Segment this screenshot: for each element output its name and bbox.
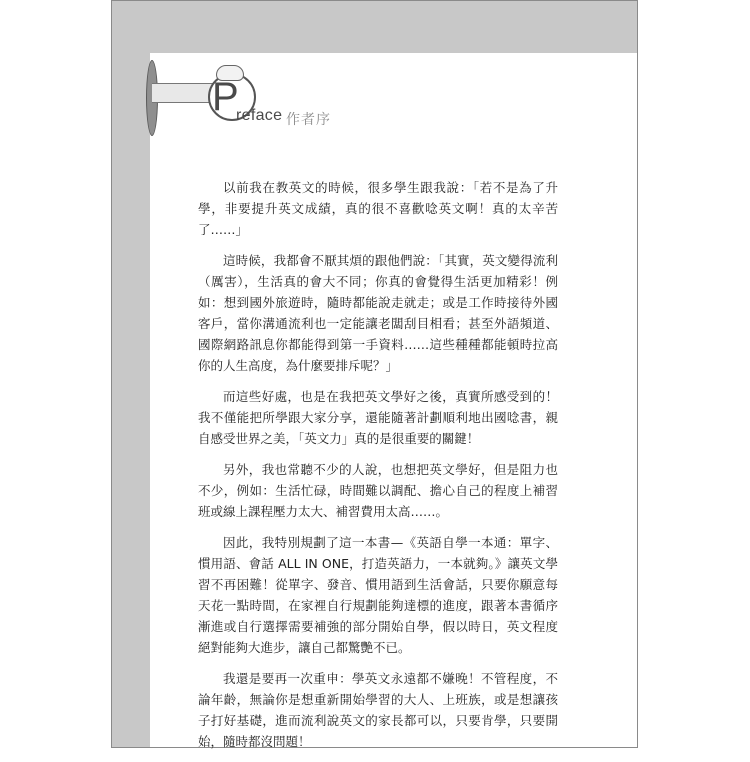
logo-initial: P [212, 75, 239, 119]
book-page [111, 0, 638, 748]
paragraph: 以前我在教英文的時候，很多學生跟我說：「若不是為了升學，非要提升英文成績，真的很不喜歡唸英文啊！真的太辛苦了……」 [198, 180, 558, 237]
paragraph: 這時候，我都會不厭其煩的跟他們說：「其實，英文變得流利（厲害），生活真的會大不同；你真的會覺得生活更加精彩！例如：想到國外旅遊時，隨時都能說走就走；或是工作時接待外國客戶，當你溝通流利也一定能讓老闆刮目相看；甚至外語頻道、國際網路訊息你都能得到第一手資料……這些種種都能頓時拉高你的人生高度，為什麼要排斥呢？」 [198, 253, 558, 373]
logo-word: reface [236, 107, 283, 124]
page-top-band [112, 1, 637, 53]
preface-body [198, 177, 558, 762]
page-subtitle: 作者序 [286, 112, 331, 128]
preface-header [112, 53, 637, 163]
paragraph: 因此，我特別規劃了這一本書—《英語自學一本通：單字、慣用語、會話 ALL IN ONE，打造英語力，一本就夠。》讓英文學習不再困難！從單字、發音、慣用語到生活會話，只要你願意每天花一點時間，在家裡自行規劃能夠達標的進度，跟著本書循序漸進或自行選擇需要補強的部分開始自學，假以時日，英文程度絕對能夠大進步，讓自己都驚艷不已。 [198, 535, 558, 655]
paragraph: 我還是要再一次重申：學英文永遠都不嫌晚！不管程度，不論年齡，無論你是想重新開始學習的大人、上班族，或是想讓孩子打好基礎，進而流利說英文的家長都可以，只要肯學，只要開始，隨時都沒問題！ [198, 671, 558, 749]
paragraph: 而這些好處，也是在我把英文學好之後，真實所感受到的！我不僅能把所學跟大家分享，還能隨著計劃順利地出國唸書，親自感受世界之美，「英文力」真的是很重要的關鍵！ [198, 389, 558, 446]
paragraph: 另外，我也常聽不少的人說，也想把英文學好，但是阻力也不少，例如：生活忙碌，時間難以調配、擔心自己的程度上補習班或線上課程壓力太大、補習費用太高……。 [198, 462, 558, 519]
arm-icon [152, 83, 214, 103]
